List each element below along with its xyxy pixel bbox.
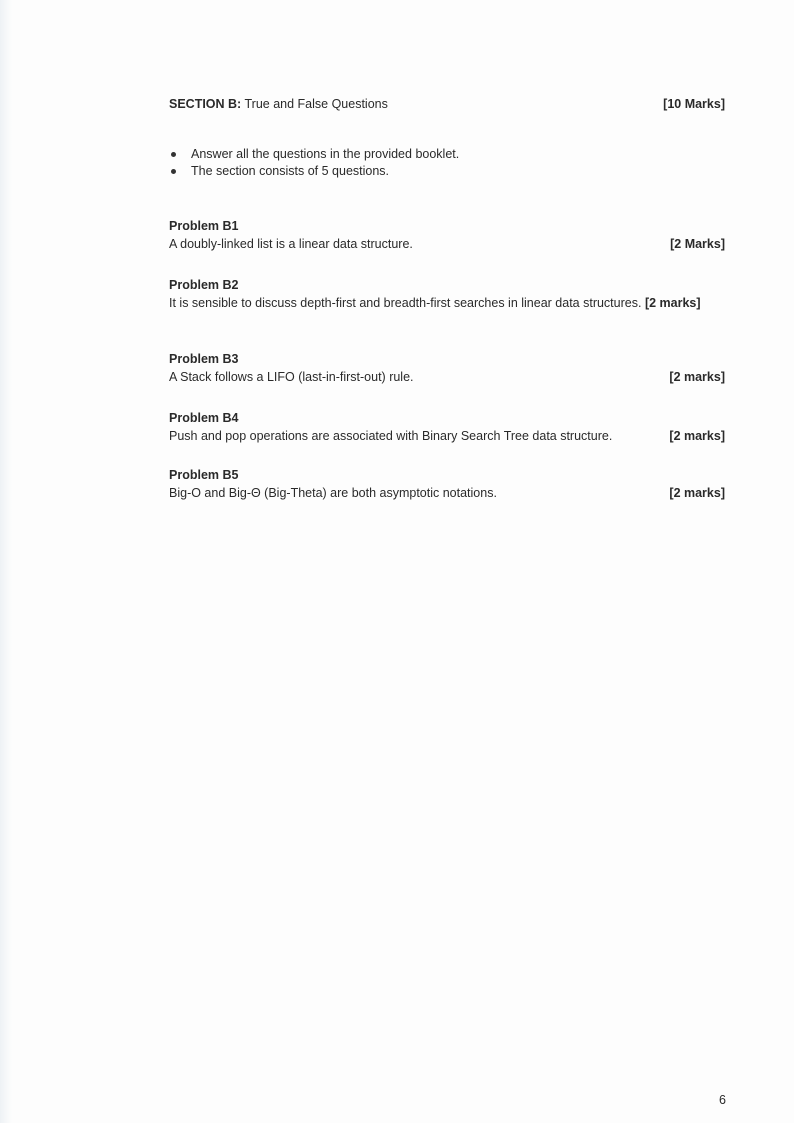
problem-heading: Problem B4 — [169, 411, 239, 425]
instruction-text: Answer all the questions in the provided booklet. — [191, 147, 460, 161]
section-title: True and False Questions — [244, 97, 388, 111]
problem-b4 — [169, 428, 725, 444]
problem-heading: Problem B5 — [169, 468, 239, 482]
problem-marks: [2 marks] — [669, 486, 725, 500]
problem-marks: [2 marks] — [644, 296, 701, 310]
problem-text: A doubly-linked list is a linear data structure. — [169, 237, 413, 251]
problem-b5 — [169, 485, 725, 501]
problem-text: A Stack follows a LIFO (last-in-first-out) rule. — [169, 370, 414, 384]
problem-marks: [2 Marks] — [670, 237, 725, 251]
scan-edge — [0, 0, 12, 1123]
problem-marks: [2 marks] — [669, 370, 725, 384]
instruction-text: The section consists of 5 questions. — [191, 164, 390, 178]
problem-text: It is sensible to discuss depth-first and breadth-first searches in linear data structures. — [169, 296, 642, 310]
problem-text: Push and pop operations are associated with Binary Search Tree data structure. — [169, 429, 613, 443]
problem-marks: [2 marks] — [669, 429, 725, 443]
section-header — [169, 96, 725, 112]
problem-heading: Problem B3 — [169, 352, 239, 366]
section-label: SECTION B: — [169, 97, 242, 111]
page-number: 6 — [719, 1093, 726, 1107]
problem-text: Big-O and Big-Θ (Big-Theta) are both asymptotic notations. — [169, 486, 497, 500]
bullet-icon — [171, 152, 176, 157]
section-marks: [10 Marks] — [663, 97, 725, 111]
bullet-icon — [171, 169, 176, 174]
problem-b1 — [169, 236, 725, 252]
problem-b3 — [169, 369, 725, 385]
problem-heading: Problem B2 — [169, 278, 239, 292]
problem-heading: Problem B1 — [169, 219, 239, 233]
problem-b2 — [169, 294, 725, 312]
